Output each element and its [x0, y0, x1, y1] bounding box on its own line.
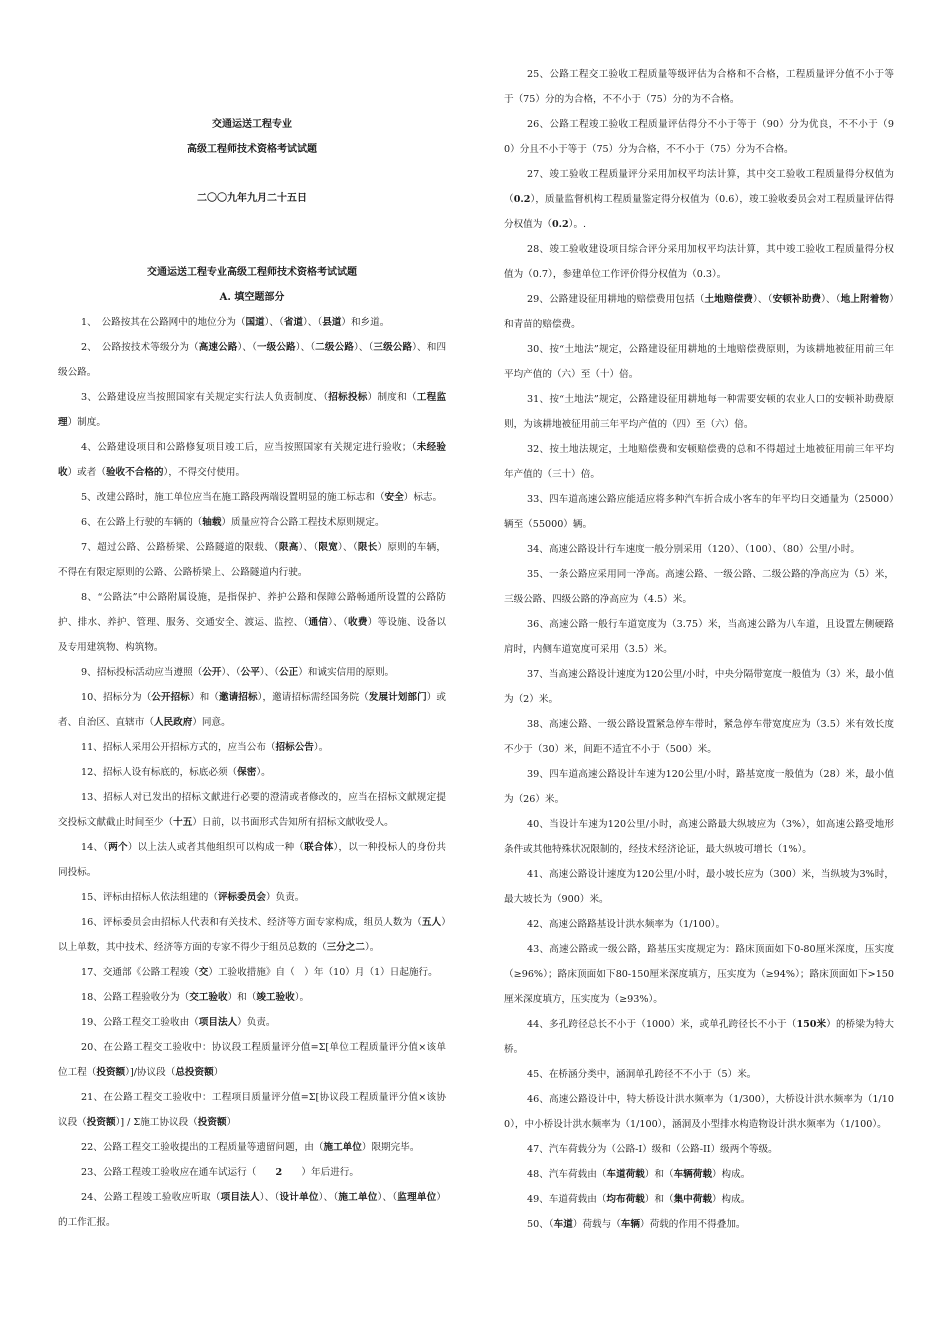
answer-text: 安顿补助费 — [772, 294, 822, 305]
question-text: ）和（ — [644, 1194, 674, 1205]
question-item — [58, 310, 446, 335]
answer-text: 县道 — [322, 317, 342, 328]
question-text: ）、（ — [328, 617, 349, 628]
question-item — [504, 387, 894, 437]
question-text: 19、公路工程交工验收由（ — [81, 1017, 199, 1028]
answer-text: 限宽 — [318, 542, 339, 553]
question-item — [504, 1137, 894, 1162]
answer-text: 0.2 — [551, 219, 569, 230]
answer-text: 公平 — [240, 667, 260, 678]
document-title: 交通运送工程专业 — [212, 119, 292, 130]
question-text: 42、高速公路路基设计洪水频率为（1/100）。 — [527, 919, 726, 930]
question-text: 18、公路工程验收分为（ — [81, 992, 190, 1003]
question-text: ）、（ — [237, 342, 257, 353]
question-item — [58, 385, 446, 435]
question-text: ）和（ — [644, 1169, 674, 1180]
answer-text: 十五 — [173, 817, 193, 828]
question-item — [504, 712, 894, 762]
question-text: 34、高速公路设计行车速度一般分别采用（120）、（100）、（80）公里/小时。 — [527, 544, 860, 555]
question-text: 12、招标人设有标底的，标底必须（ — [81, 767, 238, 778]
question-list-left — [58, 310, 446, 1235]
question-text: ）、（ — [353, 342, 374, 353]
question-text: 39、四车道高速公路设计车速为120公里/小时，路基宽度一般值为（28）米，最小值为（26）米。 — [504, 769, 894, 805]
question-text: ）以上单数，其中技术、经济等方面的专家不得少于组员总数的（ — [58, 917, 446, 953]
answer-text: 省道 — [283, 317, 303, 328]
question-text: ）] / Σ施工协议段（ — [115, 1117, 198, 1128]
answer-text: 三级公路 — [373, 342, 413, 353]
question-item — [504, 237, 894, 287]
question-text: ）、（ — [298, 542, 319, 553]
answer-text: 项目法人 — [198, 1017, 238, 1028]
question-item — [58, 585, 446, 660]
answer-text: 国道 — [245, 317, 265, 328]
question-text: ）、（ — [303, 317, 323, 328]
answer-text: 工程监理 — [58, 392, 447, 428]
answer-text: 五人 — [421, 917, 442, 928]
question-item — [58, 435, 446, 485]
question-item — [504, 487, 894, 537]
question-item — [58, 1010, 446, 1035]
section-title: 交通运送工程专业高级工程师技术资格考试试题 — [147, 267, 357, 278]
question-text: 31、按“土地法”规定，公路建设征用耕地每一种需要安顿的农业人口的安顿补助费原则，为该耕地被征用前三年平均产值的（四）至（六）倍。 — [504, 394, 894, 430]
question-text: 35、一条公路应采用同一净高。高速公路、一级公路、二级公路的净高应为（5）米，三级公路、四级公路的净高应为（4.5）米。 — [504, 569, 894, 605]
question-text: 27、竣工验收工程质量评分采用加权平均法计算，其中交工验收工程质量得分权值为（ — [504, 169, 894, 205]
question-item — [504, 287, 894, 337]
question-text: ）。 — [365, 942, 380, 953]
question-item — [58, 835, 446, 885]
answer-text: 收费 — [348, 617, 368, 628]
question-text: ）限期完毕。 — [361, 1142, 420, 1153]
question-text: 29、公路建设征用耕地的赔偿费用包括（ — [527, 294, 705, 305]
question-item — [58, 335, 446, 385]
answer-text: 交工验收 — [189, 992, 228, 1003]
question-item — [58, 1185, 446, 1235]
question-text: 13、招标人对已发出的招标文献进行必要的澄清或者修改的，应当在招标文献规定提交投标文献截止时间至少（ — [58, 792, 446, 828]
answer-text: 通信 — [308, 617, 329, 628]
question-text: 26、公路工程竣工验收工程质量评估得分不小于等于（90）分为优良，不不小于（90）分且不小于等于（75）分为合格，不不小于（75）分为不合格。 — [504, 119, 894, 155]
question-text: 17、交通部《公路工程竣（ — [81, 967, 199, 978]
question-text: ）、（ — [318, 1192, 339, 1203]
answer-text: 一级公路 — [256, 342, 296, 353]
question-text: ）、（ — [295, 342, 316, 353]
question-text: ）和（ — [189, 692, 219, 703]
document-date: 二〇〇九年九月二十五日 — [197, 193, 307, 204]
question-text: ）和乡道。 — [341, 317, 390, 328]
question-text: 45、在桥涵分类中，涵洞单孔跨径不不小于（5）米。 — [527, 1069, 757, 1080]
answer-text: 验收不合格的 — [105, 467, 164, 478]
question-text: 32、按土地法规定，土地赔偿费和安顿赔偿费的总和不得超过土地被征用前三年平均年产值的（三十）倍。 — [504, 444, 894, 480]
question-text: ）荷载与（ — [572, 1219, 621, 1230]
question-text: 15、评标由招标人依法组建的（ — [81, 892, 218, 903]
question-item — [504, 1087, 894, 1137]
question-text: ）荷载的作用不得叠加。 — [639, 1219, 746, 1230]
question-text: 46、高速公路设计中，特大桥设计洪水频率为（1/300），大桥设计洪水频率为（1/100），中小桥设计洪水频率为（1/100），涵洞及小型排水构造物设计洪水频率为（1/100）。 — [504, 1094, 894, 1130]
answer-text: 0.2 — [513, 194, 531, 205]
question-text: ）、（ — [338, 542, 358, 553]
question-text: 8、“公路法”中公路附属设施，是指保护、养护公路和保障公路畅通所设置的公路防护、排水、养护、管理、服务、交通安全、渡运、监控、（ — [58, 592, 446, 628]
answer-text: 150米 — [796, 1019, 827, 1030]
question-text: ）、（ — [377, 1192, 398, 1203]
question-text: 28、竣工验收建设项目综合评分采用加权平均法计算，其中竣工验收工程质量得分权值为（0.7），参建单位工作评价得分权值为（0.3）。 — [504, 244, 894, 280]
question-text: ），质量监督机构工程质量鉴定得分权值为（0.6），竣工验收委员会对工程质量评估得分权值为（ — [504, 194, 895, 230]
question-item — [58, 1035, 446, 1085]
question-item — [58, 960, 446, 985]
question-item — [58, 685, 446, 735]
question-text: 50、（ — [527, 1219, 554, 1230]
question-text: 9、招标投标活动应当遵照（ — [81, 667, 203, 678]
question-text: ）和诚实信用的原则。 — [298, 667, 395, 678]
question-text: ）以上法人或者其他组织可以构成一种（ — [127, 842, 305, 853]
question-text: 3、公路建设应当按照国家有关规定实行法人负责制度、（ — [81, 392, 329, 403]
question-text: 16、评标委员会由招标人代表和有关技术、经济等方面专家构成，组员人数为（ — [81, 917, 422, 928]
answer-text: 安全 — [384, 492, 404, 503]
question-text: 23、公路工程竣工验收应在通车试运行（ — [81, 1167, 276, 1178]
question-text: ）标志。 — [403, 492, 443, 503]
question-text: 41、高速公路设计速度为120公里/小时，最小坡长应为（300）米，当纵坡为3%时，最大坡长为（900）米。 — [504, 869, 894, 905]
question-item — [504, 337, 894, 387]
question-item — [504, 437, 894, 487]
answer-text: 地上附着物 — [840, 294, 890, 305]
answer-text: 设计单位 — [279, 1192, 319, 1203]
answer-text: 限长 — [357, 542, 378, 553]
answer-text: 高速公路 — [198, 342, 238, 353]
question-text: ）、（ — [259, 667, 280, 678]
question-item — [58, 985, 446, 1010]
question-text: ）。 — [256, 767, 271, 778]
question-item — [504, 1012, 894, 1062]
answer-text: 公开招标 — [151, 692, 190, 703]
question-text: ）质量应符合公路工程技术原则规定。 — [221, 517, 385, 528]
question-text: ）构成。 — [711, 1169, 751, 1180]
question-text: 38、高速公路、一级公路设置紧急停车带时，紧急停车带宽度应为（3.5）米有效长度不少于（30）米，间距不适宜不小于（500）米。 — [504, 719, 894, 755]
question-text: 10、招标分为（ — [81, 692, 152, 703]
question-text: ） — [213, 1067, 224, 1078]
question-list-right — [504, 62, 894, 1237]
question-text: ）和（ — [227, 992, 257, 1003]
answer-text: 两个 — [108, 842, 128, 853]
document-subtitle: 高级工程师技术资格考试试题 — [187, 144, 317, 155]
answer-text: 招标投标 — [328, 392, 368, 403]
answer-text: 邀请招标 — [218, 692, 258, 703]
answer-text: 保密 — [237, 767, 257, 778]
answer-text: 2 — [275, 1167, 283, 1178]
question-text: 22、公路工程交工验收提出的工程质量等遗留问题，由（ — [81, 1142, 324, 1153]
question-item — [58, 1135, 446, 1160]
question-text: ）、（ — [821, 294, 841, 305]
question-item — [58, 885, 446, 910]
question-text: 20、在公路工程交工验收中：协议段工程质量评分值=Σ[单位工程质量评分值×该单位工程（ — [58, 1042, 446, 1078]
question-item — [504, 162, 894, 237]
answer-text: 公开 — [202, 667, 222, 678]
question-text: 2、 公路按技术等级分为（ — [81, 342, 199, 353]
answer-text: 三分之二 — [326, 942, 365, 953]
question-text: 4、公路建设项目和公路修复项目竣工后，应当按照国家有关规定进行验收；（ — [81, 442, 417, 453]
question-text: ）、（ — [264, 317, 284, 328]
question-item — [504, 937, 894, 1012]
answer-text: 监理单位 — [397, 1192, 437, 1203]
question-text: ）日前，以书面形式告知所有招标文献收受人。 — [192, 817, 394, 828]
question-text: 21、在公路工程交工验收中：工程项目质量评分值=Σ[协议段工程质量评分值×该协议段（ — [58, 1092, 446, 1128]
question-text: 47、汽车荷载分为（公路-I）级和（公路-II）级两个等级。 — [527, 1144, 778, 1155]
answer-text: 投资额 — [86, 1117, 116, 1128]
question-text: ）年后进行。 — [282, 1167, 359, 1178]
answer-text: 竣工验收 — [256, 992, 295, 1003]
question-text: 49、车道荷载由（ — [527, 1194, 607, 1205]
question-item — [504, 812, 894, 862]
answer-text: 招标公告 — [275, 742, 314, 753]
question-item — [504, 612, 894, 662]
question-text: ）、（ — [259, 1192, 280, 1203]
question-text: ），邀请招标需经国务院（ — [257, 692, 369, 703]
question-text: ）。 — [313, 742, 329, 753]
question-text: ）制度和（ — [367, 392, 417, 403]
question-text: ）等设施、设备以及专用建筑物、构筑物。 — [58, 617, 447, 653]
question-item — [504, 562, 894, 612]
question-text: ） — [226, 1117, 237, 1128]
question-item — [504, 1062, 894, 1087]
question-text: 5、改建公路时，施工单位应当在施工路段两端设置明显的施工标志和（ — [81, 492, 385, 503]
answer-text: 总投资额 — [175, 1067, 214, 1078]
question-item — [58, 760, 446, 785]
question-text: ）的工作汇报。 — [58, 1192, 447, 1228]
question-text: ）原则的车辆，不得在有限定原则的公路、公路桥梁上、公路隧道内行驶。 — [58, 542, 447, 578]
question-text: 24、公路工程竣工验收应听取（ — [81, 1192, 221, 1203]
answer-text: 限高 — [278, 542, 299, 553]
question-text: ）。. — [568, 219, 587, 230]
question-item — [504, 112, 894, 162]
question-text: ）制度。 — [67, 417, 106, 428]
question-text: ）、（ — [221, 667, 241, 678]
question-item — [504, 662, 894, 712]
question-item — [58, 535, 446, 585]
question-text: ）或者、自治区、直辖市（ — [58, 692, 447, 728]
question-text: ）或者（ — [67, 467, 106, 478]
answer-text: 未经验收 — [58, 442, 447, 478]
question-text: 36、高速公路一般行车道宽度为（3.75）米，当高速公路为八车道，且设置左侧硬路肩时，内侧车道宽度可采用（3.5）米。 — [504, 619, 894, 655]
answer-text: 车道荷载 — [606, 1169, 645, 1180]
question-item — [58, 1160, 446, 1185]
question-item — [504, 762, 894, 812]
question-item — [58, 910, 446, 960]
answer-text: 土地赔偿费 — [704, 294, 754, 305]
question-item — [58, 735, 446, 760]
question-text: ）负责。 — [265, 892, 305, 903]
answer-text: 项目法人 — [220, 1192, 260, 1203]
answer-text: 联合体 — [304, 842, 334, 853]
question-item — [504, 912, 894, 937]
question-item — [58, 1085, 446, 1135]
question-text: ）]/协议段（ — [125, 1067, 176, 1078]
answer-text: 施工单位 — [323, 1142, 362, 1153]
question-text: 1、 公路按其在公路网中的地位分为（ — [81, 317, 246, 328]
answer-text: 轴载 — [202, 517, 222, 528]
question-text: ），不得交付使用。 — [163, 467, 246, 478]
answer-text: 均布荷载 — [606, 1194, 645, 1205]
question-item — [504, 1162, 894, 1187]
right-column — [504, 62, 894, 1237]
answer-text: 二级公路 — [315, 342, 354, 353]
question-text: 33、四车道高速公路应能适应将多种汽车折合成小客车的年平均日交通量为（25000）辆至（55000）辆。 — [504, 494, 894, 530]
question-text: ）同意。 — [192, 717, 231, 728]
question-text: ）的桥梁为特大桥。 — [504, 1019, 895, 1055]
part-heading: A. 填空题部分 — [219, 292, 285, 303]
question-text: 11、招标人采用公开招标方式的，应当公布（ — [81, 742, 276, 753]
answer-text: 施工单位 — [338, 1192, 378, 1203]
question-item — [504, 862, 894, 912]
answer-text: 人民政府 — [153, 717, 193, 728]
question-text: ）构成。 — [711, 1194, 751, 1205]
question-item — [58, 485, 446, 510]
answer-text: 车辆 — [620, 1219, 640, 1230]
question-text: ）。 — [294, 992, 310, 1003]
question-text: 7、超过公路、公路桥梁、公路隧道的限载、（ — [81, 542, 279, 553]
question-item — [504, 1212, 894, 1237]
question-text: 48、汽车荷载由（ — [527, 1169, 607, 1180]
question-text: ），以一种投标人的身份共同投标。 — [58, 842, 447, 878]
question-item — [504, 1187, 894, 1212]
question-text: ）、（ — [753, 294, 773, 305]
question-text: 25、公路工程交工验收工程质量等级评估为合格和不合格，工程质量评分值不小于等于（75）分的为合格，不不小于（75）分的为不合格。 — [504, 69, 894, 105]
question-item — [58, 660, 446, 685]
answer-text: 投资额 — [96, 1067, 126, 1078]
question-item — [58, 510, 446, 535]
question-text: 40、当设计车速为120公里/小时，高速公路最大纵坡应为（3%），如高速公路受地形条件或其他特殊状况限制的，经技术经济论证，最大纵坡可增长（1%）。 — [504, 819, 894, 855]
question-text: 14、（ — [81, 842, 109, 853]
answer-text: 公正 — [279, 667, 299, 678]
answer-text: 集中荷载 — [673, 1194, 712, 1205]
question-text: 43、高速公路或一级公路，路基压实度规定为：路床顶面如下0-80厘米深度，压实度（≥96%）；路床顶面如下80-150厘米深度填方，压实度为（≥94%）；路床顶面如下>150厘米深度填方，压实度为（≥93%）。 — [504, 944, 894, 1005]
question-item — [58, 785, 446, 835]
answer-text: 评标委员会 — [217, 892, 266, 903]
question-item — [504, 537, 894, 562]
question-item — [504, 62, 894, 112]
answer-text: 车道 — [553, 1219, 573, 1230]
question-text: ）和青苗的赔偿费。 — [504, 294, 895, 330]
question-text: 44、多孔跨径总长不小于（1000）米，或单孔跨径长不小于（ — [527, 1019, 797, 1030]
question-text: ）工验收措施》自（ ）年（10）月（1）日起施行。 — [208, 967, 438, 978]
question-text: ）、和四级公路。 — [58, 342, 447, 378]
answer-text: 发展计划部门 — [368, 692, 427, 703]
answer-text: 投资额 — [197, 1117, 227, 1128]
question-text: 6、在公路上行驶的车辆的（ — [81, 517, 203, 528]
answer-text: 车辆荷载 — [673, 1169, 712, 1180]
question-text: ）负责。 — [237, 1017, 276, 1028]
answer-text: 交 — [198, 967, 209, 978]
question-text: 37、当高速公路设计速度为120公里/小时，中央分隔带宽度一般值为（3）米，最小值为（2）米。 — [504, 669, 894, 705]
question-text: 30、按“土地法”规定，公路建设征用耕地的土地赔偿费原则，为该耕地被征用前三年平均产值的（六）至（十）倍。 — [504, 344, 894, 380]
